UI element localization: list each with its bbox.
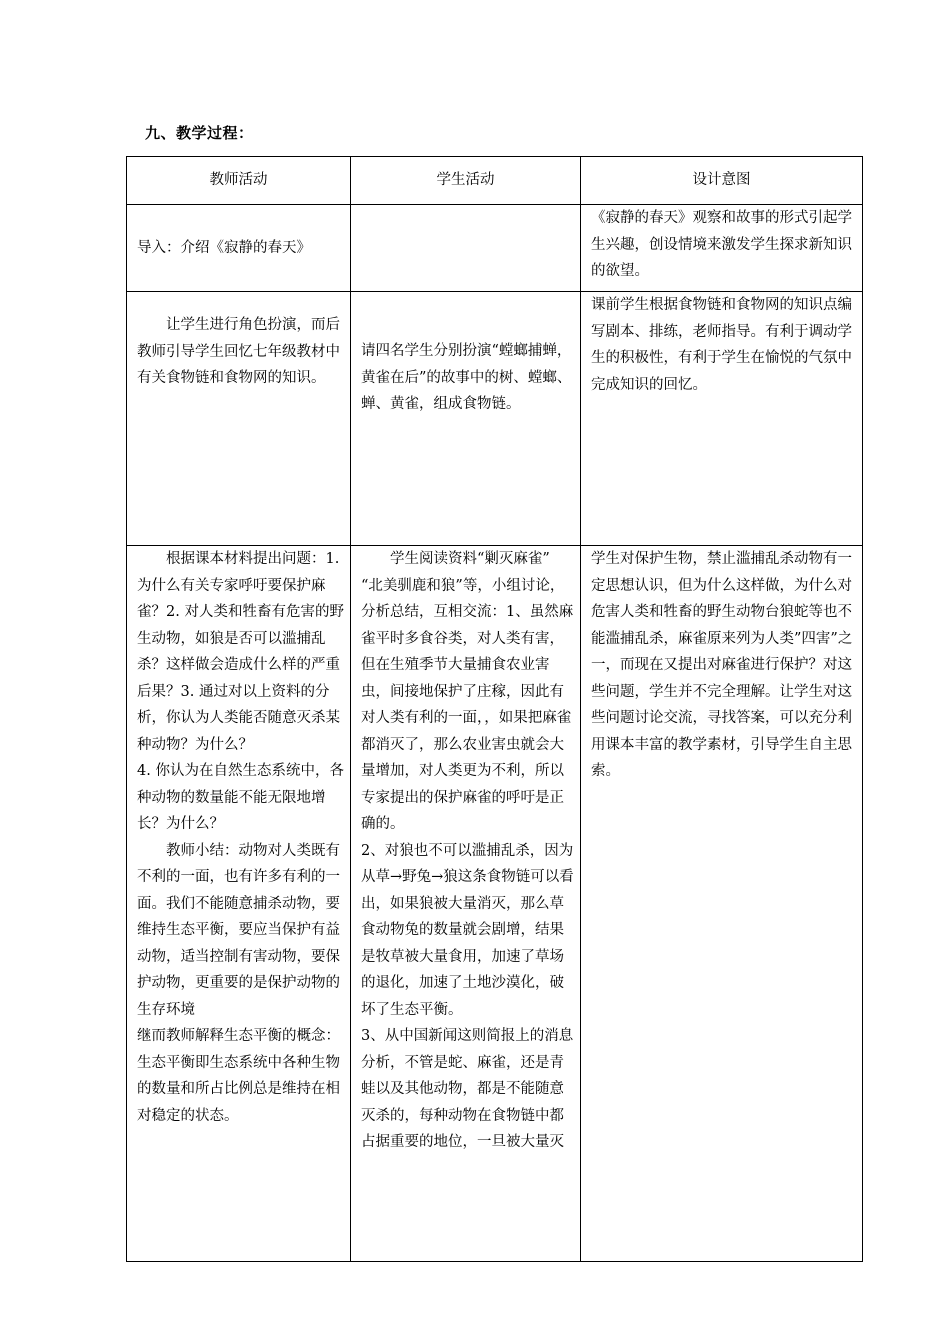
intent-text: 课前学生根据食物链和食物网的知识点编写剧本、排练，老师指导。有利于调动学生的积极性，有利于学生在愉悦的气氛中完成知识的回忆。	[591, 297, 852, 393]
table-row	[127, 546, 863, 1262]
section-title: 九、教学过程：	[145, 124, 254, 142]
teacher-text: 根据课本材料提出问题：1. 为什么有关专家呼吁要保护麻雀？2. 对人类和牲畜有危害的野生动物，如狼是否可以滥捕乱杀？这样做会造成什么样的严重后果？3. 通过对以上资料的分析，你认为人类能否随意灭杀某种动物？为什么？	[137, 551, 344, 753]
student-activity-cell	[351, 292, 581, 546]
design-intent-cell	[581, 292, 863, 546]
teaching-process-table	[126, 156, 863, 1262]
student-activity-cell	[351, 546, 581, 1262]
teacher-activity-cell	[127, 546, 351, 1262]
intent-text: 学生对保护生物，禁止滥捕乱杀动物有一定思想认识，但为什么这样做，为什么对危害人类和牲畜的野生动物台狼蛇等也不能滥捕乱杀，麻雀原来列为人类”四害”之一，而现在又提出对麻雀进行保护？对这些问题，学生并不完全理解。让学生对这些问题讨论交流，寻找答案，可以充分利用课本丰富的教学素材，引导学生自主思索。	[591, 551, 853, 779]
intent-text: 《寂静的春天》观察和故事的形式引起学生兴趣，创设情境来激发学生探求新知识的欲望。	[591, 210, 852, 279]
teacher-text: 继而教师解释生态平衡的概念：生态平衡即生态系统中各种生物的数量和所占比例总是维持在相对稳定的状态。	[137, 1028, 340, 1124]
student-text: 学生阅读资料“剿灭麻雀” “北美驯鹿和狼”等，小组讨论，分析总结，互相交流：1、虽然麻雀平时多食谷类，对人类有害，但在生殖季节大量捕食农业害虫，间接地保护了庄稼，因此有对人类有利的一面，，如果把麻雀都消灭了，那么农业害虫就会大量增加，对人类更为不利，所以专家提出的保护麻雀的呼吁是正确的。	[361, 551, 574, 832]
design-intent-cell	[581, 205, 863, 292]
teacher-text: 导入：介绍《寂静的春天》	[137, 239, 311, 256]
teacher-text: 4. 你认为在自然生态系统中，各种动物的数量能不能无限地增长？为什么？	[137, 763, 344, 832]
student-activity-cell	[351, 205, 581, 292]
table-row	[127, 205, 863, 292]
student-text: 3、从中国新闻这则简报上的消息分析，不管是蛇、麻雀，还是青蛙以及其他动物，都是不能随意灭杀的，每种动物在食物链中都占据重要的地位，一旦被大量灭	[361, 1028, 574, 1150]
header-design-intent: 设计意图	[581, 157, 863, 205]
table-header-row	[127, 157, 863, 205]
header-student-activity: 学生活动	[351, 157, 581, 205]
teacher-activity-cell	[127, 292, 351, 546]
student-text: 2、对狼也不可以滥捕乱杀，因为从草→野兔→狼这条食物链可以看出，如果狼被大量消灭，那么草食动物兔的数量就会剧增，结果是牧草被大量食用，加速了草场的退化，加速了土地沙漠化，破坏了生态平衡。	[361, 842, 574, 1018]
table-row	[127, 292, 863, 546]
teacher-text: 让学生进行角色扮演，而后教师引导学生回忆七年级教材中有关食物链和食物网的知识。	[137, 317, 340, 386]
teacher-activity-cell	[127, 205, 351, 292]
design-intent-cell	[581, 546, 863, 1262]
header-teacher-activity: 教师活动	[127, 157, 351, 205]
student-text: 请四名学生分别扮演“螳螂捕蝉，黄雀在后”的故事中的树、螳螂、蝉、黄雀，组成食物链。	[361, 343, 572, 412]
teacher-text: 教师小结：动物对人类既有不利的一面，也有许多有利的一面。我们不能随意捕杀动物，要维持生态平衡，要应当保护有益动物，适当控制有害动物，要保护动物，更重要的是保护动物的生存环境	[137, 842, 340, 1018]
